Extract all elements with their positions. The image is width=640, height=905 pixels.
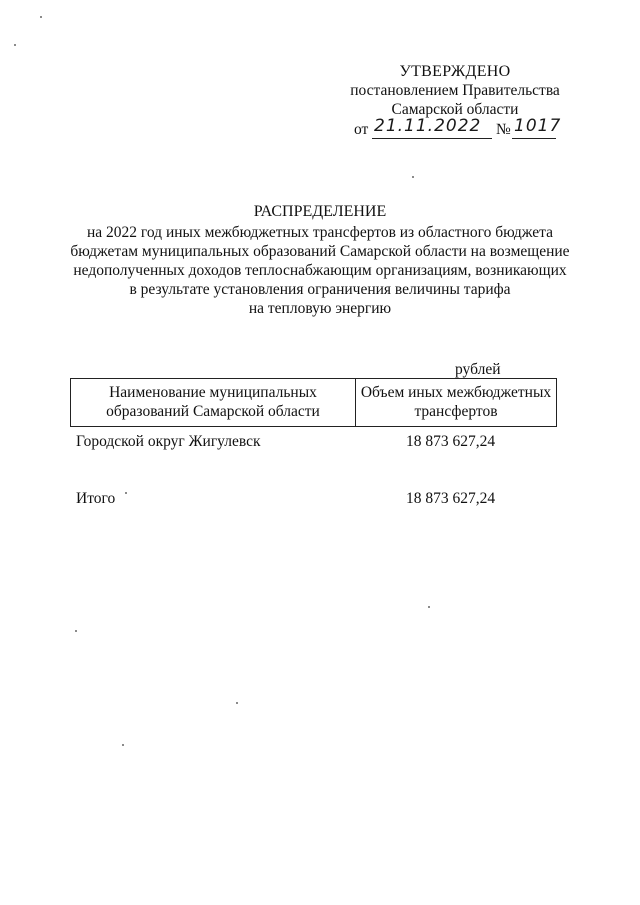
row-municipality-name: Городской округ Жигулевск — [76, 433, 261, 450]
column-header-amount-line-1: Объем иных межбюджетных — [360, 384, 552, 401]
title-line-4: в результате установления ограничения величины тарифа — [129, 281, 511, 298]
document-title-block — [60, 202, 580, 318]
table-header-row — [71, 379, 557, 427]
approval-line-1: постановлением Правительства — [350, 82, 560, 99]
approval-date-line — [330, 116, 580, 140]
scan-speck — [428, 606, 430, 608]
date-prefix: от — [354, 121, 369, 138]
scan-speck — [236, 702, 238, 704]
scan-speck — [14, 44, 16, 46]
column-header-municipality-line-1: Наименование муниципальных — [109, 384, 317, 401]
number-prefix: № — [496, 121, 511, 138]
scan-speck — [40, 16, 42, 18]
handwritten-date: 21.11.2022 — [374, 116, 482, 136]
currency-unit: рублей — [455, 361, 501, 378]
scan-speck — [122, 744, 124, 746]
total-row — [76, 490, 576, 510]
title-line-5: на тепловую энергию — [248, 300, 392, 317]
table-row — [76, 433, 576, 453]
distribution-table — [70, 378, 557, 427]
approval-line-2: Самарской области — [391, 101, 519, 118]
approval-heading: УТВЕРЖДЕНО — [399, 63, 511, 80]
row-amount: 18 873 627,24 — [406, 433, 496, 450]
total-amount: 18 873 627,24 — [406, 490, 496, 507]
column-header-amount — [356, 379, 557, 427]
column-header-amount-line-2: трансфертов — [414, 403, 498, 420]
handwritten-number: 1017 — [514, 116, 562, 136]
scan-speck — [412, 176, 414, 178]
title-line-1: на 2022 год иных межбюджетных трансфертов из областного бюджета — [86, 224, 554, 241]
title-line-3: недополученных доходов теплоснабжающим организациям, возникающих — [73, 262, 567, 279]
scan-speck — [75, 630, 77, 632]
column-header-municipality-line-2: образований Самарской области — [106, 403, 320, 420]
number-underline — [512, 138, 556, 139]
column-header-municipality — [71, 379, 356, 427]
document-title: РАСПРЕДЕЛЕНИЕ — [253, 203, 387, 220]
total-label: Итого — [76, 490, 116, 507]
date-underline — [372, 138, 492, 139]
approval-block — [330, 62, 580, 140]
title-line-2: бюджетам муниципальных образований Самарской области на возмещение — [70, 243, 570, 260]
